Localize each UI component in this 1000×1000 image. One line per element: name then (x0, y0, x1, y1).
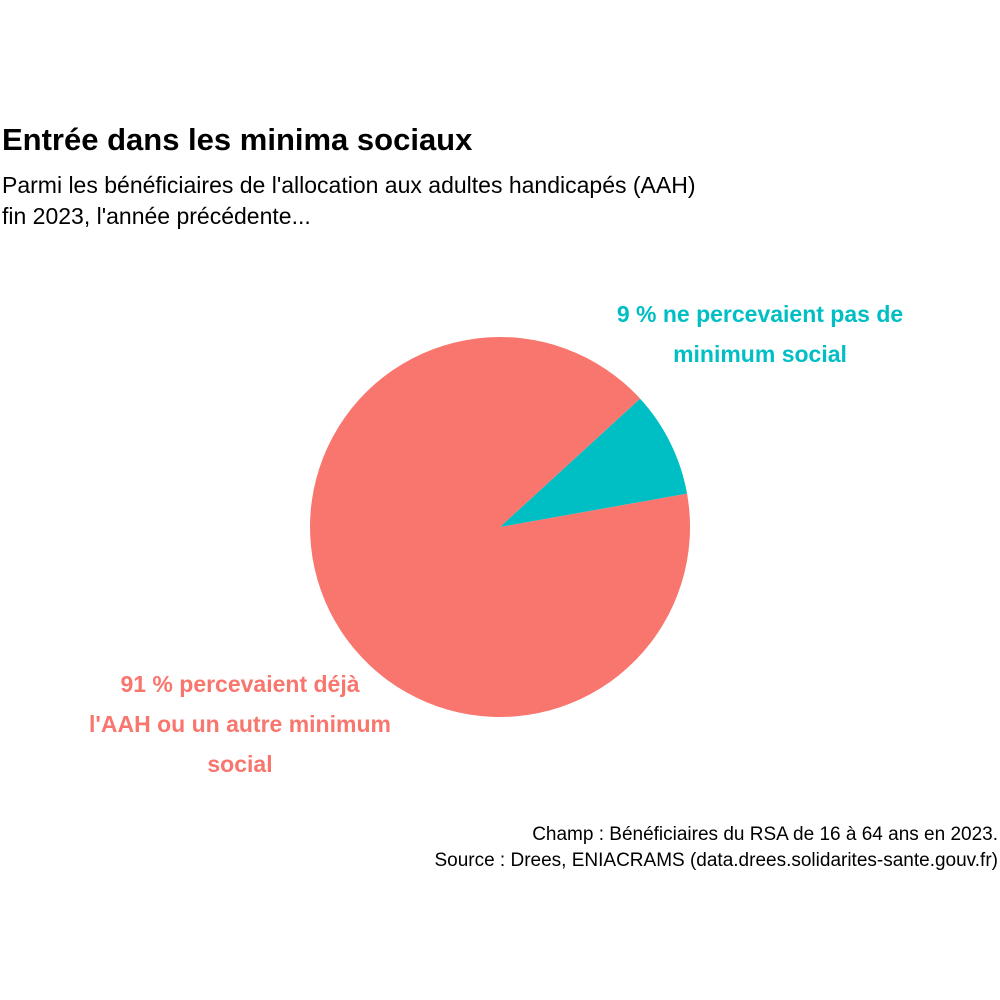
slice-label-no-minimum-line-2: minimum social (673, 341, 847, 367)
subtitle-line-2: fin 2023, l'année précédente... (2, 203, 311, 229)
pie-slice-already-minimum (310, 337, 690, 717)
slice-label-no-minimum-line-1: 9 % ne percevaient pas de (616, 301, 904, 327)
slice-label-already-minimum-line-3: social (207, 751, 273, 777)
chart-caption (434, 822, 998, 874)
slice-label-already-minimum-line-1: 91 % percevaient déjà (120, 671, 360, 697)
chart-title: Entrée dans les minima sociaux (2, 122, 473, 157)
slice-label-already-minimum (40, 664, 440, 784)
slice-label-already-minimum-line-2: l'AAH ou un autre minimum (89, 711, 391, 737)
caption-source: Source : Drees, ENIACRAMS (data.drees.solidarites-sante.gouv.fr) (434, 850, 998, 871)
slice-label-no-minimum (560, 294, 960, 374)
subtitle-line-1: Parmi les bénéficiaires de l'allocation aux adultes handicapés (AAH) (2, 172, 696, 198)
caption-champ: Champ : Bénéficiaires du RSA de 16 à 64 ans en 2023. (532, 824, 998, 845)
